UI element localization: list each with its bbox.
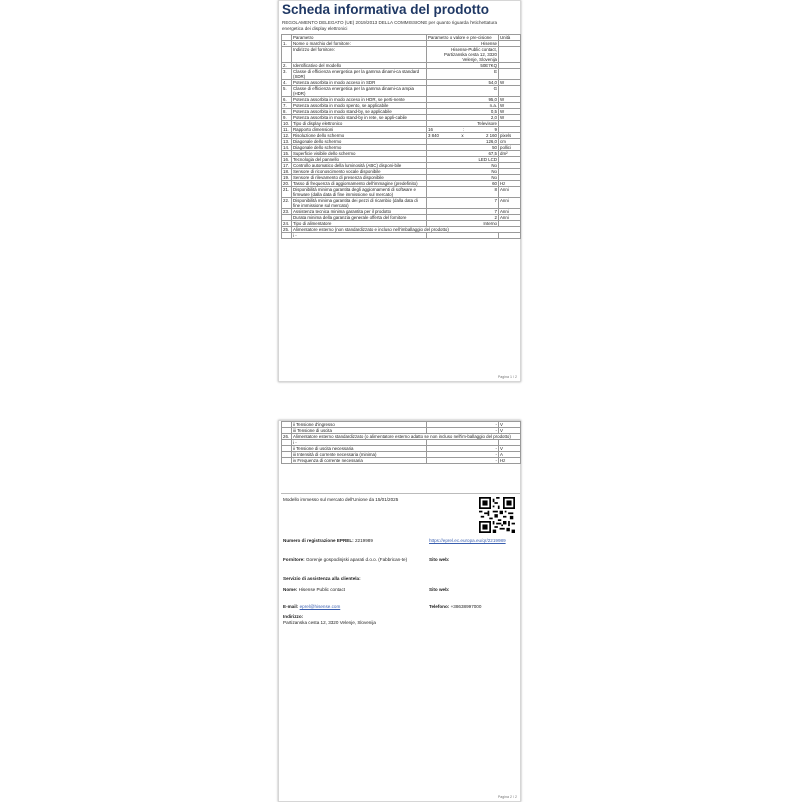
row-value: - <box>427 422 499 428</box>
row-value: 126,0 <box>427 139 499 145</box>
row-number: 23. <box>282 209 292 215</box>
page-number: Pagina 2 / 2 <box>497 795 517 799</box>
row-number: 11. <box>282 127 292 133</box>
row-number: 5. <box>282 86 292 97</box>
row-full-text: Alimentatore esterno standardizzato (o alimentatore esterno adatto se non incluso nell'im-ballaggio del prodotto) <box>292 434 521 440</box>
row-parameter: iii Tensione di uscita <box>292 428 427 434</box>
row-value-v2: 9 <box>494 127 497 132</box>
row-value: 7 <box>427 198 499 209</box>
row-value: - <box>427 446 499 452</box>
row-parameter: Diagonale dello schermo <box>292 145 427 151</box>
row-value: 0,5 <box>427 109 499 115</box>
row-parameter: Classe di efficienza energetica per la gamma dinami-ca standard (SDR) <box>292 69 427 80</box>
row-parameter: Disponibilità minima garantita dei pezzi di ricambio (dalla data di fine immissione sul mercato) <box>292 198 427 209</box>
row-unit: Hz <box>499 458 521 464</box>
row-number: 15. <box>282 151 292 157</box>
table-row <box>282 458 521 464</box>
header-unit: Unità <box>499 35 521 41</box>
row-parameter: Identificativo del modello <box>292 63 427 69</box>
row-number: 1. <box>282 41 292 47</box>
website-label: Sito web: <box>429 557 450 562</box>
row-parameter: Potenza assorbita in modo acceso in HDR, se perti-nente <box>292 97 427 103</box>
row-parameter: i - <box>292 440 427 446</box>
row-number <box>282 458 292 464</box>
row-unit <box>499 86 521 97</box>
row-value: 2 <box>427 215 499 221</box>
page-1 <box>278 0 521 382</box>
supplier-value: Gorenje gospodinjski aparati d.o.o. (Fabbrican-te) <box>305 557 408 562</box>
row-value: 67,5 <box>427 151 499 157</box>
page-2 <box>278 420 521 802</box>
market-date-text: Modello immesso sul mercato dell'Unione da 15/01/2025 <box>283 497 399 502</box>
row-value: - <box>427 458 499 464</box>
row-number: 13. <box>282 139 292 145</box>
row-unit: A <box>499 452 521 458</box>
row-number: 12. <box>282 133 292 139</box>
row-parameter: ii Tensione d'ingresso <box>292 422 427 428</box>
row-value: 2,0 <box>427 115 499 121</box>
supplier-row <box>283 557 426 563</box>
row-value-v2: 2 160 <box>485 133 497 138</box>
row-parameter: Classe di efficienza energetica per la gamma dinami-ca ampia (HDR) <box>292 86 427 97</box>
row-parameter: Diagonale dello schermo <box>292 139 427 145</box>
row-full-text: Alimentatore esterno (non standardizzato e incluso nell'imballaggio del prodotto) <box>292 227 521 233</box>
row-unit <box>499 233 521 239</box>
table-row <box>282 86 521 97</box>
row-number: 25. <box>282 227 292 233</box>
row-parameter: Potenza assorbita in modo acceso in SDR <box>292 80 427 86</box>
email-link[interactable]: eprel@hisense.com <box>299 604 341 609</box>
eprel-number: 2219989 <box>355 538 373 543</box>
row-number: 18. <box>282 169 292 175</box>
row-value: No <box>427 175 499 181</box>
row-parameter: Risoluzione dello schermo <box>292 133 427 139</box>
row-parameter: Indirizzo del fornitore: <box>292 47 427 63</box>
website2-label: Sito web: <box>429 587 450 592</box>
row-parameter: Assistenza tecnica minima garantita per il prodotto <box>292 209 427 215</box>
table-row <box>282 187 521 198</box>
row-unit: cm <box>499 139 521 145</box>
row-number <box>282 233 292 239</box>
row-parameter: Sensore di rilevamento di presenza disponibile <box>292 175 427 181</box>
row-value: 95,0 <box>427 97 499 103</box>
header-value: Parametro o valore e pre-cisione <box>427 35 499 41</box>
row-value: 60 <box>427 181 499 187</box>
row-number <box>282 47 292 63</box>
row-unit: W <box>499 103 521 109</box>
row-unit: W <box>499 109 521 115</box>
row-unit: W <box>499 115 521 121</box>
row-unit <box>499 47 521 63</box>
row-parameter: Rapporto dimensioni <box>292 127 427 133</box>
page-title: Scheda informativa del prodotto <box>282 2 490 17</box>
row-parameter: Durata minima della garanzia generale offerta del fornitore <box>292 215 427 221</box>
name-label: Nome: <box>283 587 298 592</box>
eprel-label: Numero di registrazione EPREL: <box>283 538 354 543</box>
row-parameter: i - <box>292 233 427 239</box>
row-parameter: iv Frequenza di corrente necessaria <box>292 458 427 464</box>
row-parameter: Potenza assorbita in modo stand-by in rete, se appli-cabile <box>292 115 427 121</box>
row-parameter: Sensore di riconoscimento vocale disponibile <box>292 169 427 175</box>
row-unit: V <box>499 428 521 434</box>
table-row <box>282 233 521 239</box>
row-unit: dm² <box>499 151 521 157</box>
row-number: 10. <box>282 121 292 127</box>
row-parameter: Tipo di alimentatore <box>292 221 427 227</box>
spec-table-continued <box>281 421 521 464</box>
row-number: 3. <box>282 69 292 80</box>
row-parameter: Potenza assorbita in modo spento, se applicabile <box>292 103 427 109</box>
row-number: 26. <box>282 434 292 440</box>
row-number: 21. <box>282 187 292 198</box>
eprel-link[interactable]: https://eprel.ec.europa.eu/qr/2219989 <box>429 538 506 543</box>
row-value-sep: : <box>463 127 465 132</box>
row-unit: Anni <box>499 215 521 221</box>
address-value: Partizanska cesta 12, 3320 Velenje, Slovenija <box>283 620 376 625</box>
row-number: 9. <box>282 115 292 121</box>
row-parameter: ii Tensione di uscita necessaria <box>292 446 427 452</box>
row-value: 8 <box>427 187 499 198</box>
page-number: Pagina 1 / 2 <box>497 375 517 379</box>
address-row <box>283 614 376 626</box>
supplier-label: Fornitore: <box>283 557 305 562</box>
row-parameter: Potenza assorbita in modo stand-by, se applicabile <box>292 109 427 115</box>
row-value: LED LCD <box>427 157 499 163</box>
row-parameter: Nome o marchio del fornitore: <box>292 41 427 47</box>
row-number: 2. <box>282 63 292 69</box>
row-unit: V <box>499 422 521 428</box>
row-number: 16. <box>282 157 292 163</box>
row-unit: pollici <box>499 145 521 151</box>
table-row <box>282 434 521 440</box>
phone-row <box>429 604 481 610</box>
row-parameter: Superficie visibile dello schermo <box>292 151 427 157</box>
row-unit: V <box>499 446 521 452</box>
row-number: 8. <box>282 109 292 115</box>
row-parameter: iii Intensità di corrente necessaria (minima) <box>292 452 427 458</box>
phone-value: +38638997000 <box>450 604 482 609</box>
row-value <box>427 233 499 239</box>
phone-label: Telefono: <box>429 604 450 609</box>
row-value: Hisense <box>427 41 499 47</box>
row-value: No <box>427 163 499 169</box>
table-row <box>282 69 521 80</box>
row-number: 17. <box>282 163 292 169</box>
row-value: n.a. <box>427 103 499 109</box>
row-number: 22. <box>282 198 292 209</box>
table-row <box>282 198 521 209</box>
row-number: 24. <box>282 221 292 227</box>
row-unit <box>499 69 521 80</box>
row-value: G <box>427 86 499 97</box>
row-value-sep: x <box>461 133 464 138</box>
row-parameter: Tasso di frequenza di aggiornamento dell'immagine (predefinito) <box>292 181 427 187</box>
row-value: Interno <box>427 221 499 227</box>
qr-code-icon <box>479 497 515 533</box>
row-value-v1: 16 <box>428 127 433 132</box>
row-parameter: Disponibilità minima garantita degli aggiornamenti di software e firmware (dalla data di fine immissione sul mercato) <box>292 187 427 198</box>
row-parameter: Tecnologia del pannello <box>292 157 427 163</box>
row-value: Televisore <box>427 121 499 127</box>
name-value: Hisense Public contact <box>298 587 346 592</box>
row-value-pair <box>427 133 499 139</box>
row-value: 50E7KQ <box>427 63 499 69</box>
row-unit: W <box>499 97 521 103</box>
row-value: 7 <box>427 209 499 215</box>
eprel-registration <box>283 538 373 544</box>
row-number: 19. <box>282 175 292 181</box>
regulation-text: REGOLAMENTO DELEGATO (UE) 2019/2013 DELLA COMMISSIONE per quanto riguarda l'etichettatura energetica dei display elettronici <box>282 20 498 31</box>
row-value-v1: 3 840 <box>428 133 439 138</box>
row-number: 7. <box>282 103 292 109</box>
row-number: 14. <box>282 145 292 151</box>
customer-service-label: Servizio di assistenza alla clientela: <box>283 576 361 581</box>
row-value: 54,0 <box>427 80 499 86</box>
row-parameter: Tipo di display elettronico <box>292 121 427 127</box>
row-unit: W <box>499 80 521 86</box>
row-unit: Anni <box>499 198 521 209</box>
row-parameter: Controllo automatico della luminosità (ABC) disponi-bile <box>292 163 427 169</box>
row-number: 6. <box>282 97 292 103</box>
table-row <box>282 47 521 63</box>
service-name-row <box>283 587 345 593</box>
row-unit: pixels <box>499 133 521 139</box>
header-parameter: Parametro <box>292 35 427 41</box>
address-label: Indirizzo: <box>283 614 304 619</box>
email-row <box>283 604 340 610</box>
row-value: E <box>427 69 499 80</box>
email-label: E-mail: <box>283 604 299 609</box>
spec-table <box>281 34 521 239</box>
row-unit: Hz <box>499 181 521 187</box>
row-value: No <box>427 169 499 175</box>
row-number: 20. <box>282 181 292 187</box>
row-value: - <box>427 452 499 458</box>
row-value: Hisense-Public contact, Partizanska cesta 12, 3320 Velenje, Slovenija <box>427 47 499 63</box>
row-unit: Anni <box>499 187 521 198</box>
row-number: 4. <box>282 80 292 86</box>
row-value: - <box>427 428 499 434</box>
row-unit: Anni <box>499 209 521 215</box>
row-value: 50 <box>427 145 499 151</box>
